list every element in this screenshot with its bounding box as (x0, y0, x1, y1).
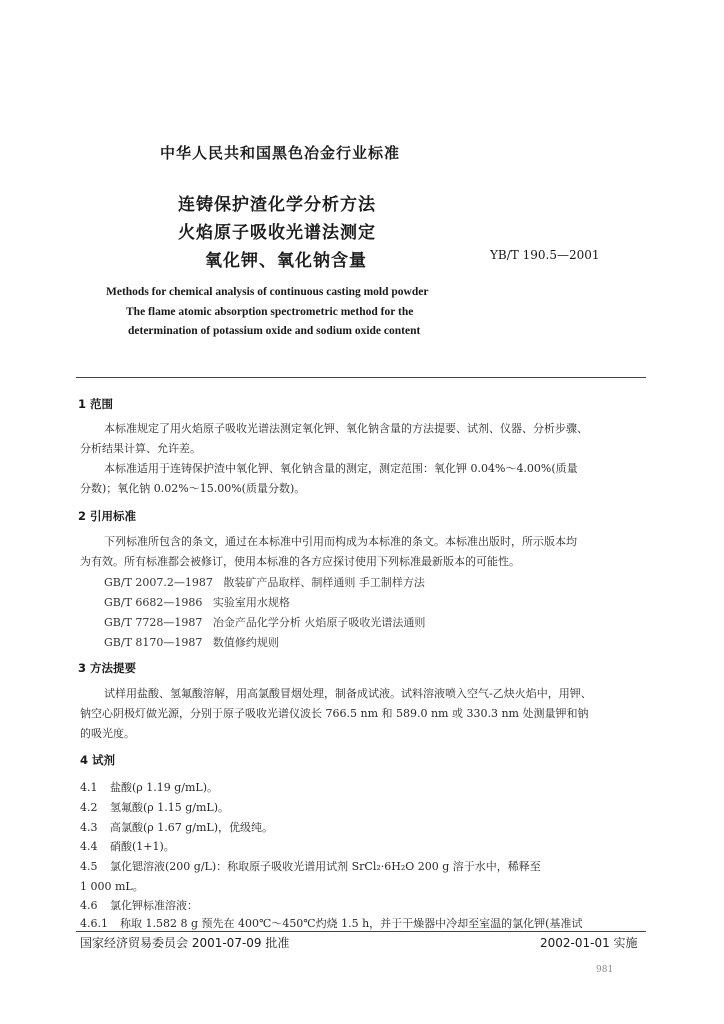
section-2-paragraph-line-1: 下列标准所包含的条文，通过在本标准中引用而构成为本标准的条文。本标准出版时，所示版本均 (104, 535, 577, 548)
title-line-3: 氧化钾、氧化钠含量 (205, 251, 367, 271)
section-3-paragraph-line-2: 钠空心阴极灯做光源，分别于原子吸收光谱仪波长 766.5 nm 和 589.0 nm 或 330.3 nm 处测量钾和钠 (80, 707, 589, 720)
section-2-heading: 2 引用标准 (78, 509, 137, 523)
section-1-paragraph-2-line-1: 本标准适用于连铸保护渣中氧化钾、氧化钠含量的测定，测定范围：氧化钾 0.04%～4.00%(质量 (104, 462, 578, 475)
item-text: 称取 1.582 8 g 预先在 400℃～450℃灼烧 1.5 h，并于干燥器中冷却至室温的氯化钾(基准试 (120, 917, 583, 930)
page-number: 981 (596, 965, 614, 975)
item-number: 4.4 (80, 840, 98, 853)
section-2-paragraph-line-2: 为有效。所有标准都会被修订，使用本标准的各方应探讨使用下列标准最新版本的可能性。 (80, 555, 520, 568)
reference-code: GB/T 7728—1987 (104, 616, 203, 629)
section-1-paragraph-1-line-1: 本标准规定了用火焰原子吸收光谱法测定氧化钾、氧化钠含量的方法提要、试剂、仪器、分析步骤、 (104, 422, 588, 435)
issuing-organization: 中华人民共和国黑色冶金行业标准 (160, 144, 401, 162)
item-text: 氯化钾标准溶液： (110, 899, 198, 912)
standard-code: YB/T 190.5—2001 (490, 248, 600, 262)
reference-title: 数值修约规则 (212, 636, 279, 649)
item-number: 4.6 (80, 899, 98, 912)
item-number: 4.1 (80, 781, 98, 794)
section-3-paragraph-line-3: 的吸光度。 (80, 727, 135, 740)
reagent-item (80, 897, 198, 913)
item-text: 1 000 mL。 (80, 880, 144, 893)
reagent-item (80, 779, 218, 795)
section-1-heading: 1 范围 (78, 397, 114, 411)
approval-info: 国家经济贸易委员会 2001-07-09 批准 (80, 936, 290, 950)
item-text: 硝酸(1+1)。 (110, 840, 175, 853)
title-line-1: 连铸保护渣化学分析方法 (178, 195, 376, 215)
reagent-item (80, 858, 541, 874)
header-divider (76, 377, 646, 378)
section-3-heading: 3 方法提要 (78, 661, 137, 675)
item-text: 氢氟酸(ρ 1.15 g/mL)。 (110, 801, 230, 814)
english-title-line-1: Methods for chemical analysis of continuous casting mold powder (106, 286, 429, 298)
section-1-paragraph-2-line-2: 分数)；氧化钠 0.02%～15.00%(质量分数)。 (80, 482, 306, 495)
english-title-line-3: determination of potassium oxide and sodium oxide content (128, 325, 421, 337)
reference-standard (104, 634, 279, 650)
reference-title: 冶金产品化学分析 火焰原子吸收光谱法通则 (212, 616, 426, 629)
reference-title: 散装矿产品取样、制样通则 手工制样方法 (223, 576, 425, 589)
reference-standard (104, 594, 290, 610)
item-number: 4.3 (80, 821, 98, 834)
item-text: 盐酸(ρ 1.19 g/mL)。 (110, 781, 219, 794)
footer-divider (76, 931, 646, 932)
item-number: 4.6.1 (80, 917, 108, 930)
reagent-item (80, 799, 229, 815)
reference-standard (104, 574, 425, 590)
section-4-heading: 4 试剂 (80, 753, 116, 767)
reference-code: GB/T 8170—1987 (104, 636, 203, 649)
reagent-item (80, 819, 273, 835)
section-3-paragraph-line-1: 试样用盐酸、氢氟酸溶解，用高氯酸冒烟处理，制备成试液。试料溶液喷入空气-乙炔火焰中，用钾、 (104, 687, 592, 700)
reagent-item (80, 915, 582, 931)
reference-code: GB/T 2007.2—1987 (104, 576, 213, 589)
item-number: 4.2 (80, 801, 98, 814)
reagent-item (80, 838, 175, 854)
section-1-paragraph-1-line-2: 分析结果计算、允许差。 (80, 442, 201, 455)
reference-code: GB/T 6682—1986 (104, 596, 203, 609)
item-number: 4.5 (80, 860, 98, 873)
effective-date: 2002-01-01 实施 (540, 936, 638, 950)
reference-standard (104, 614, 425, 630)
title-line-2: 火焰原子吸收光谱法测定 (178, 223, 376, 243)
reference-title: 实验室用水规格 (212, 596, 290, 609)
item-text: 高氯酸(ρ 1.67 g/mL)，优级纯。 (110, 821, 274, 834)
item-text: 氯化锶溶液(200 g/L)：称取原子吸收光谱用试剂 SrCl₂·6H₂O 200 g 溶于水中，稀释至 (110, 860, 541, 873)
reagent-item-continuation (80, 878, 144, 894)
english-title-line-2: The flame atomic absorption spectrometric method for the (126, 306, 414, 318)
